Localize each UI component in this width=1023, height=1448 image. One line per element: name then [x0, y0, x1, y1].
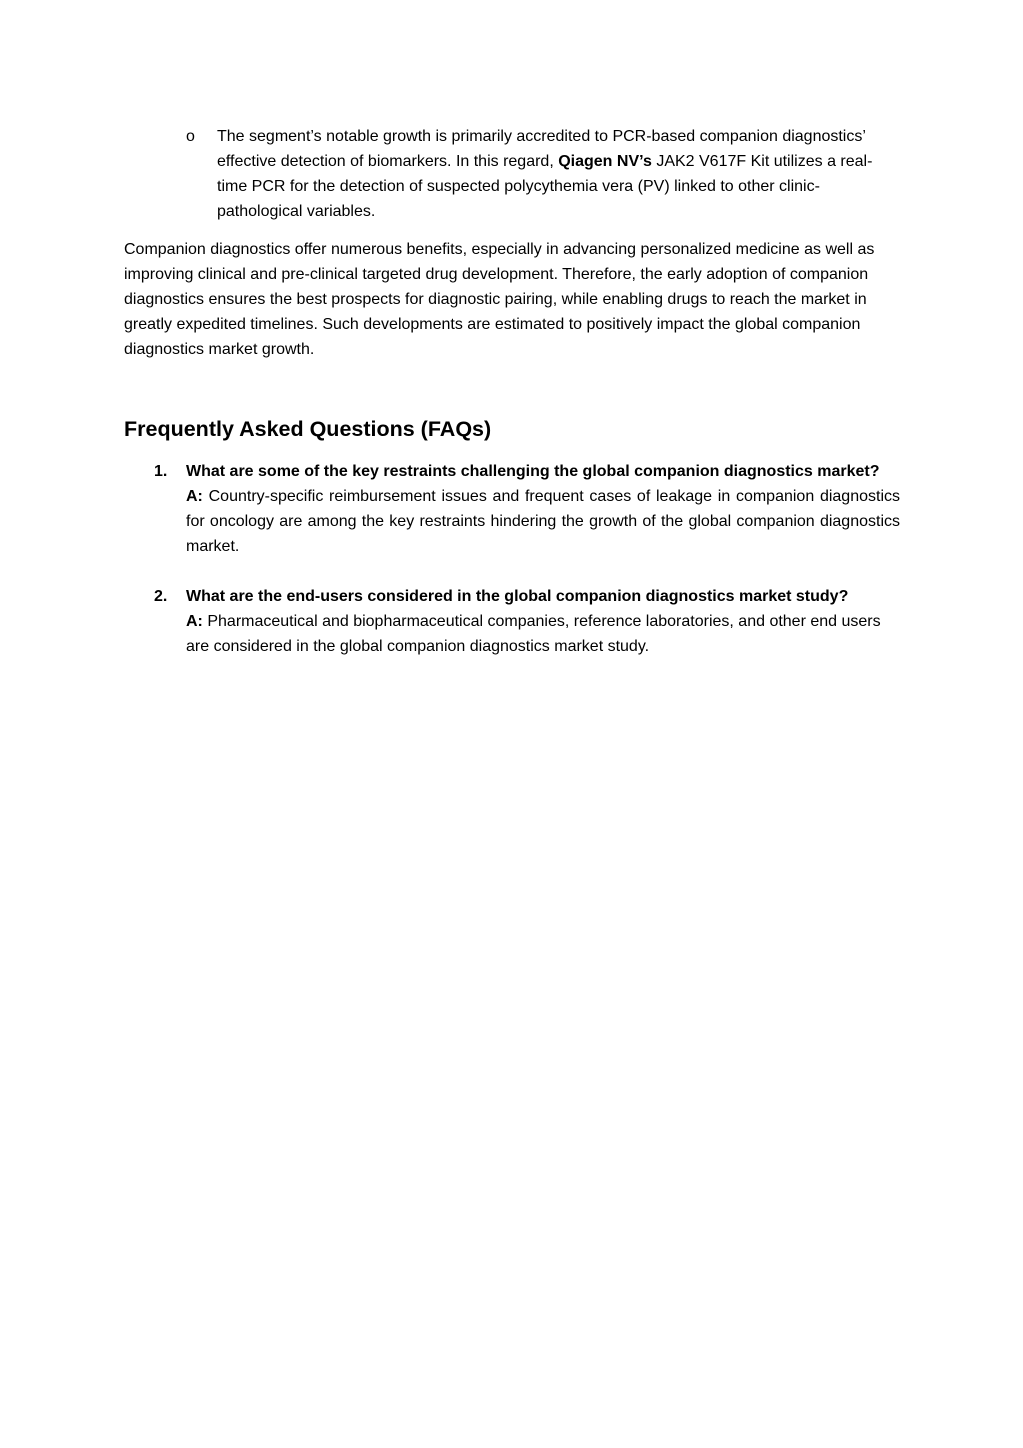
faq-heading: Frequently Asked Questions (FAQs)	[124, 417, 492, 441]
faq-content	[186, 584, 900, 659]
faq-answer	[186, 484, 900, 559]
company-name: Qiagen NV’s	[558, 153, 652, 170]
bullet-item	[186, 124, 906, 224]
faq-answer-text: Pharmaceutical and biopharmaceutical companies, reference laboratories, and other end users are considered in the global companion diagnostics market study.	[186, 613, 881, 655]
faq-question: What are some of the key restraints challenging the global companion diagnostics market?	[186, 463, 880, 480]
body-paragraph: Companion diagnostics offer numerous benefits, especially in advancing personalized medicine as well as improving clinical and pre-clinical targeted drug development. Therefore, the early adoption of companion diagnostics ensures the best prospects for diagnostic pairing, while enabling drugs to reach the market in greatly expedited timelines. Such developments are estimated to positively impact the global companion diagnostics market growth.	[124, 241, 875, 358]
faq-number: 1.	[154, 463, 168, 480]
faq-answer-text: Country-specific reimbursement issues and frequent cases of leakage in companion diagnostics for oncology are among the key restraints hindering the growth of the global companion diagnostics market.	[186, 488, 901, 555]
answer-label: A:	[186, 488, 203, 505]
bullet-marker: o	[186, 128, 195, 145]
faq-item-2	[150, 584, 900, 659]
faq-answer	[186, 609, 900, 659]
bullet-text-after: JAK2 V617F Kit utilizes a real-time PCR for the detection of suspected polycythemia vera (PV) linked to other clinic-pathological variables.	[217, 153, 873, 220]
faq-item-1	[150, 459, 900, 559]
bullet-text	[217, 124, 897, 224]
bullet-text-before: The segment’s notable growth is primarily accredited to PCR-based companion diagnostics’ effective detection of biomarkers. In this regard,	[217, 128, 866, 170]
faq-question: What are the end-users considered in the global companion diagnostics market study?	[186, 588, 849, 605]
answer-label: A:	[186, 613, 203, 630]
faq-content	[186, 459, 900, 559]
faq-number: 2.	[154, 588, 168, 605]
